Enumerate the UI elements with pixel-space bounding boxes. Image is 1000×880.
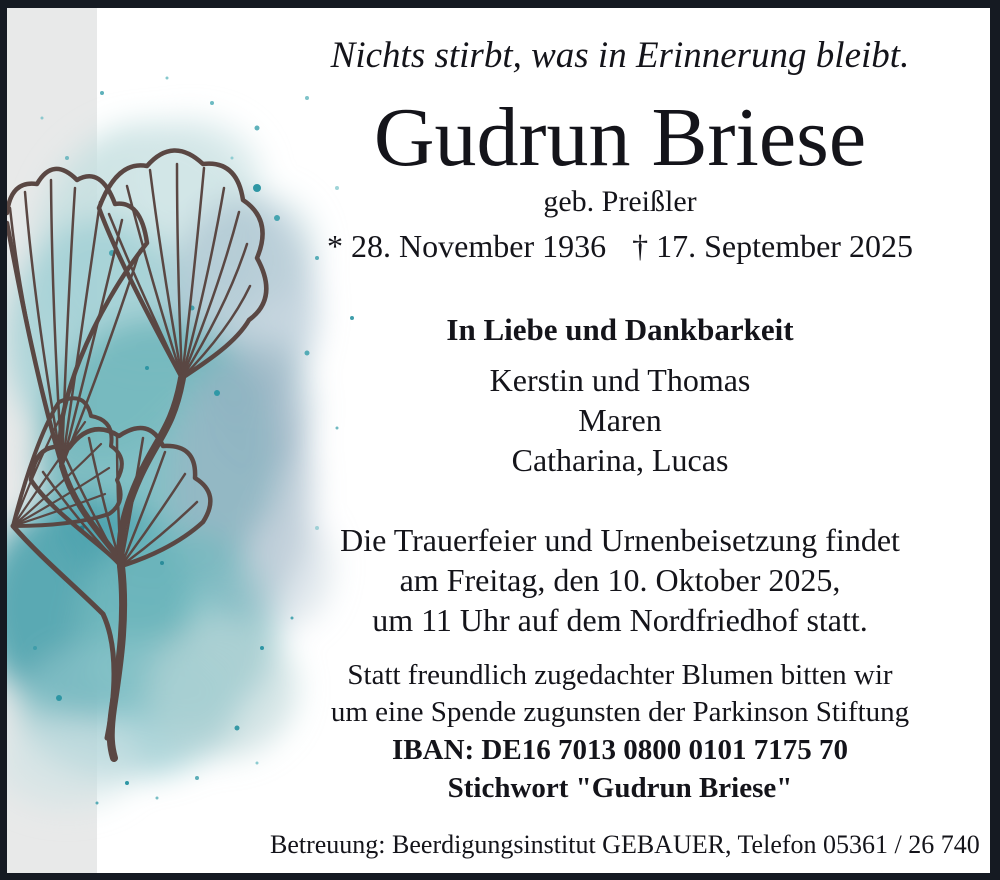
service-line: um 11 Uhr auf dem Nordfriedhof statt.	[372, 602, 868, 638]
tribute-heading: In Liebe und Dankbarkeit	[446, 312, 794, 347]
mourners-list	[270, 360, 970, 480]
donation-line: Statt freundlich zugedachter Blumen bitten wir	[347, 659, 893, 691]
service-line: Die Trauerfeier und Urnenbeisetzung findet	[340, 522, 900, 558]
iban-line: IBAN: DE16 7013 0800 0101 7175 70	[392, 734, 848, 766]
death-date: † 17. September 2025	[632, 228, 913, 264]
deceased-name: Gudrun Briese	[373, 91, 867, 184]
birth-date: * 28. November 1936	[327, 228, 607, 264]
funeral-service-info	[270, 520, 970, 640]
funeral-home-footer: Betreuung: Beerdigungsinstitut GEBAUER, Telefon 05361 / 26 740	[270, 830, 980, 859]
mourner-line: Catharina, Lucas	[511, 442, 729, 478]
service-line: am Freitag, den 10. Oktober 2025,	[399, 562, 841, 598]
mourner-line: Maren	[578, 402, 662, 438]
mourner-line: Kerstin und Thomas	[489, 362, 751, 398]
maiden-name: geb. Preißler	[543, 185, 697, 218]
donation-keyword: Stichwort "Gudrun Briese"	[447, 772, 793, 804]
memorial-quote: Nichts stirbt, was in Erinnerung bleibt.	[330, 35, 910, 76]
donation-line: um eine Spende zugunsten der Parkinson Stiftung	[330, 696, 910, 728]
life-dates	[270, 228, 970, 265]
donation-request	[270, 657, 970, 731]
